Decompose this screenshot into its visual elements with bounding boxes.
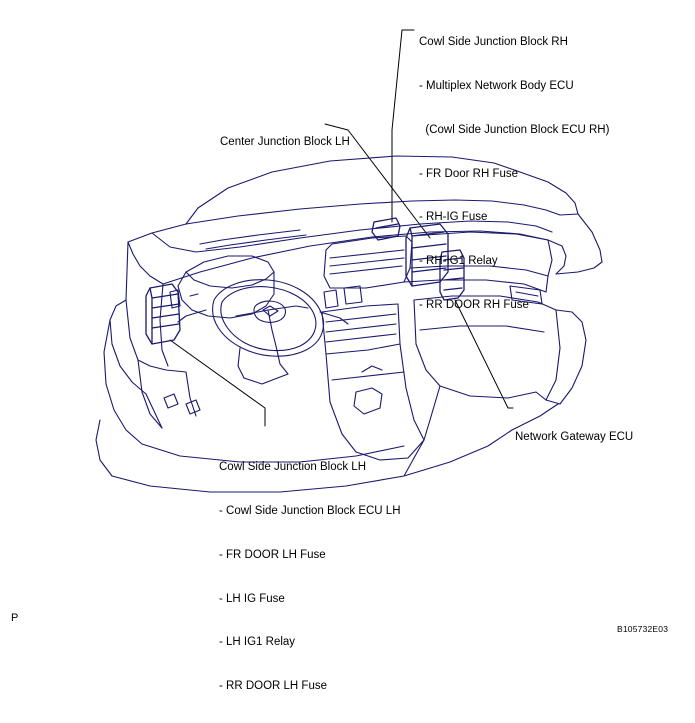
callout-item: - FR Door RH Fuse [419, 167, 519, 180]
callout-item: (Cowl Side Junction Block ECU RH) [419, 123, 610, 136]
callout-cowl-side-junction-block-rh [419, 6, 609, 342]
callout-cowl-side-junction-block-lh [219, 431, 401, 723]
callout-item: - RH-IG1 Relay [419, 255, 498, 268]
callout-item: - Multiplex Network Body ECU [419, 79, 574, 92]
callout-title: Network Gateway ECU [515, 431, 634, 444]
leader-cowl-rh [392, 30, 414, 222]
callout-item: - LH IG1 Relay [219, 636, 296, 649]
callout-item: - RH-IG Fuse [419, 211, 488, 224]
callout-item: - FR DOOR LH Fuse [219, 548, 326, 561]
callout-title: Cowl Side Junction Block LH [219, 461, 367, 474]
figure-code: B105732E03 [617, 624, 669, 634]
leader-cowl-lh [170, 340, 265, 426]
callout-item: - RR DOOR RH Fuse [419, 298, 529, 311]
cowl-side-junction-block-lh [146, 284, 180, 344]
callout-title: Cowl Side Junction Block RH [419, 36, 568, 49]
page-mark: P [11, 612, 19, 624]
callout-center-junction-block-lh [220, 106, 350, 179]
callout-item: - RR DOOR LH Fuse [219, 680, 327, 693]
callout-network-gateway-ecu [515, 401, 633, 474]
steering-wheel [213, 280, 324, 384]
callout-item: - LH IG Fuse [219, 592, 285, 605]
callout-title: Center Junction Block LH [220, 136, 350, 149]
callout-item: - Cowl Side Junction Block ECU LH [219, 504, 401, 517]
